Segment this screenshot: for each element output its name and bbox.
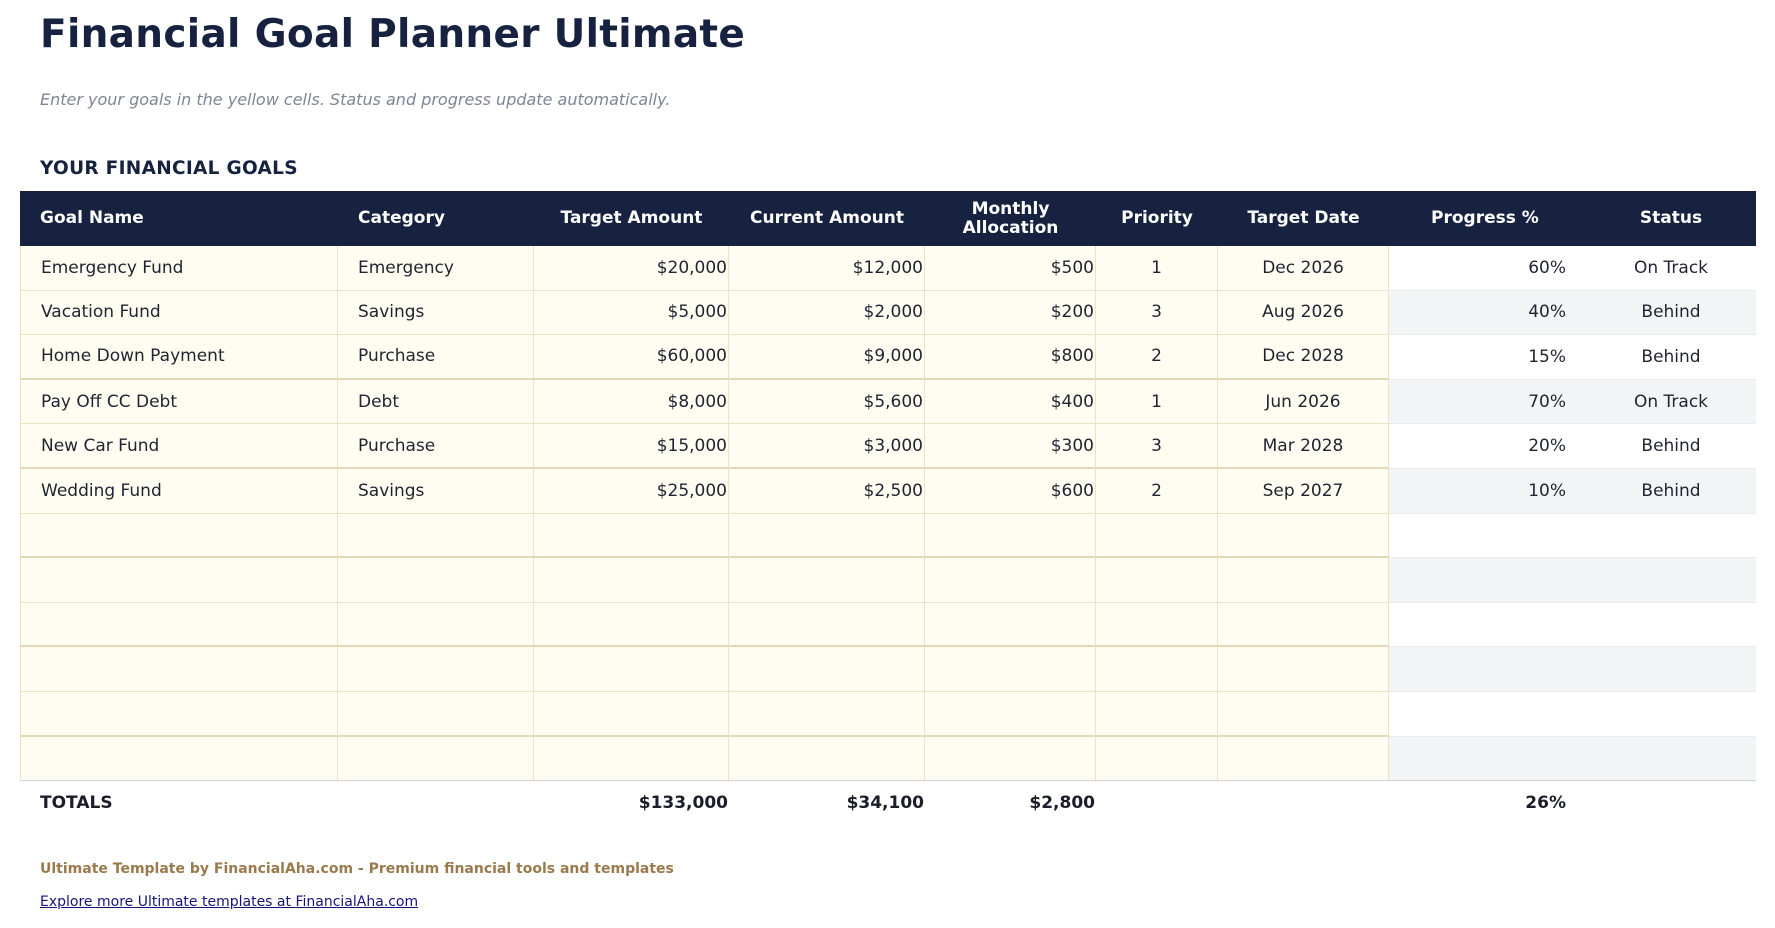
cell-priority[interactable]: 2 xyxy=(1096,469,1218,514)
cell-goal-name[interactable]: Emergency Fund xyxy=(20,246,338,291)
cell-current-amount[interactable] xyxy=(729,558,925,603)
cell-category[interactable] xyxy=(338,514,534,559)
cell-status: Behind xyxy=(1586,335,1756,380)
totals-target-amount: $133,000 xyxy=(638,793,728,814)
cell-progress xyxy=(1389,737,1586,782)
col-header-goal-name[interactable]: Goal Name xyxy=(40,208,144,228)
totals-monthly-allocation: $2,800 xyxy=(1029,793,1095,814)
cell-target-amount[interactable]: $25,000 xyxy=(534,469,729,514)
cell-status xyxy=(1586,603,1756,648)
cell-priority[interactable] xyxy=(1096,558,1218,603)
col-header-target-date[interactable]: Target Date xyxy=(1247,208,1360,228)
cell-current-amount[interactable]: $2,000 xyxy=(729,291,925,336)
cell-status: Behind xyxy=(1586,291,1756,336)
totals-priority-empty xyxy=(1096,781,1218,825)
cell-goal-name[interactable]: Vacation Fund xyxy=(20,291,338,336)
col-header-priority[interactable]: Priority xyxy=(1121,208,1193,228)
cell-goal-name[interactable]: New Car Fund xyxy=(20,424,338,469)
cell-current-amount[interactable]: $9,000 xyxy=(729,335,925,380)
table-row xyxy=(20,335,1756,380)
totals-date-empty xyxy=(1218,781,1389,825)
cell-goal-name[interactable]: Wedding Fund xyxy=(20,469,338,514)
cell-target-amount[interactable]: $15,000 xyxy=(534,424,729,469)
cell-monthly-allocation[interactable]: $600 xyxy=(925,469,1096,514)
cell-current-amount[interactable] xyxy=(729,603,925,648)
col-header-status[interactable]: Status xyxy=(1639,208,1703,228)
section-title: YOUR FINANCIAL GOALS xyxy=(40,158,298,179)
table-body xyxy=(20,246,1756,781)
col-header-current-amount[interactable]: Current Amount xyxy=(750,208,904,228)
cell-target-amount[interactable] xyxy=(534,737,729,782)
cell-target-date[interactable] xyxy=(1218,692,1389,737)
cell-target-date[interactable] xyxy=(1218,737,1389,782)
cell-current-amount[interactable] xyxy=(729,514,925,559)
cell-status: On Track xyxy=(1586,380,1756,425)
table-row xyxy=(20,647,1756,692)
totals-current-amount: $34,100 xyxy=(846,793,924,814)
cell-category[interactable]: Emergency xyxy=(338,246,534,291)
cell-target-date[interactable]: Sep 2027 xyxy=(1218,469,1389,514)
table-row xyxy=(20,291,1756,336)
cell-progress: 70% xyxy=(1389,380,1586,425)
cell-current-amount[interactable]: $2,500 xyxy=(729,469,925,514)
cell-category[interactable]: Purchase xyxy=(338,424,534,469)
cell-status: On Track xyxy=(1586,246,1756,291)
cell-target-date[interactable]: Mar 2028 xyxy=(1218,424,1389,469)
cell-goal-name[interactable]: Home Down Payment xyxy=(20,335,338,380)
cell-goal-name[interactable] xyxy=(20,737,338,782)
cell-priority[interactable]: 3 xyxy=(1096,291,1218,336)
table-header-row xyxy=(20,191,1756,246)
cell-monthly-allocation[interactable]: $400 xyxy=(925,380,1096,425)
cell-category[interactable] xyxy=(338,603,534,648)
cell-target-date[interactable]: Aug 2026 xyxy=(1218,291,1389,336)
table-row xyxy=(20,424,1756,469)
table-row xyxy=(20,558,1756,603)
totals-status-empty xyxy=(1586,781,1756,825)
table-row xyxy=(20,246,1756,291)
cell-priority[interactable]: 2 xyxy=(1096,335,1218,380)
cell-goal-name[interactable]: Pay Off CC Debt xyxy=(20,380,338,425)
col-header-target-amount[interactable]: Target Amount xyxy=(560,208,703,228)
cell-priority[interactable]: 1 xyxy=(1096,246,1218,291)
cell-priority[interactable] xyxy=(1096,514,1218,559)
cell-monthly-allocation[interactable]: $800 xyxy=(925,335,1096,380)
cell-target-amount[interactable]: $8,000 xyxy=(534,380,729,425)
cell-target-amount[interactable] xyxy=(534,647,729,692)
col-header-monthly-line2: Allocation xyxy=(962,217,1059,238)
cell-category[interactable]: Savings xyxy=(338,469,534,514)
cell-target-date[interactable] xyxy=(1218,647,1389,692)
cell-current-amount[interactable]: $12,000 xyxy=(729,246,925,291)
cell-target-amount[interactable]: $5,000 xyxy=(534,291,729,336)
table-row xyxy=(20,514,1756,559)
cell-target-date[interactable] xyxy=(1218,603,1389,648)
cell-monthly-allocation[interactable] xyxy=(925,647,1096,692)
cell-progress: 20% xyxy=(1389,424,1586,469)
cell-target-amount[interactable] xyxy=(534,603,729,648)
template-credit: Ultimate Template by FinancialAha.com - Premium financial tools and templates xyxy=(40,861,674,877)
cell-current-amount[interactable]: $5,600 xyxy=(729,380,925,425)
cell-target-amount[interactable]: $60,000 xyxy=(534,335,729,380)
table-row xyxy=(20,692,1756,737)
cell-target-date[interactable]: Jun 2026 xyxy=(1218,380,1389,425)
col-header-monthly-allocation[interactable] xyxy=(925,191,1096,246)
cell-goal-name[interactable] xyxy=(20,514,338,559)
cell-category[interactable] xyxy=(338,558,534,603)
cell-priority[interactable] xyxy=(1096,603,1218,648)
totals-progress: 26% xyxy=(1525,793,1566,814)
cell-current-amount[interactable]: $3,000 xyxy=(729,424,925,469)
cell-goal-name[interactable] xyxy=(20,558,338,603)
cell-status xyxy=(1586,514,1756,559)
goals-table xyxy=(20,191,1756,825)
cell-target-date[interactable]: Dec 2026 xyxy=(1218,246,1389,291)
cell-target-date[interactable] xyxy=(1218,558,1389,603)
cell-target-amount[interactable]: $20,000 xyxy=(534,246,729,291)
cell-target-amount[interactable] xyxy=(534,692,729,737)
financialaha-link[interactable]: Explore more Ultimate templates at FinancialAha.com xyxy=(40,894,419,910)
cell-status xyxy=(1586,692,1756,737)
cell-goal-name[interactable] xyxy=(20,692,338,737)
cell-progress xyxy=(1389,692,1586,737)
cell-status: Behind xyxy=(1586,424,1756,469)
page-title: Financial Goal Planner Ultimate xyxy=(40,12,746,57)
col-header-category[interactable]: Category xyxy=(358,208,445,228)
cell-status xyxy=(1586,558,1756,603)
cell-priority[interactable]: 3 xyxy=(1096,424,1218,469)
cell-monthly-allocation[interactable]: $500 xyxy=(925,246,1096,291)
cell-status xyxy=(1586,737,1756,782)
cell-status xyxy=(1586,647,1756,692)
cell-monthly-allocation[interactable] xyxy=(925,514,1096,559)
cell-monthly-allocation[interactable]: $200 xyxy=(925,291,1096,336)
cell-category[interactable] xyxy=(338,647,534,692)
cell-category[interactable]: Savings xyxy=(338,291,534,336)
cell-priority[interactable]: 1 xyxy=(1096,380,1218,425)
cell-priority[interactable] xyxy=(1096,647,1218,692)
cell-current-amount[interactable] xyxy=(729,692,925,737)
table-row xyxy=(20,603,1756,648)
cell-category[interactable]: Purchase xyxy=(338,335,534,380)
cell-progress xyxy=(1389,558,1586,603)
cell-monthly-allocation[interactable] xyxy=(925,603,1096,648)
cell-category[interactable]: Debt xyxy=(338,380,534,425)
cell-progress: 15% xyxy=(1389,335,1586,380)
col-header-monthly-line1: Monthly xyxy=(971,198,1050,219)
cell-priority[interactable] xyxy=(1096,692,1218,737)
cell-target-amount[interactable] xyxy=(534,558,729,603)
cell-progress xyxy=(1389,603,1586,648)
cell-progress xyxy=(1389,647,1586,692)
cell-category[interactable] xyxy=(338,692,534,737)
table-row xyxy=(20,469,1756,514)
cell-current-amount[interactable] xyxy=(729,737,925,782)
cell-category[interactable] xyxy=(338,737,534,782)
totals-row xyxy=(20,781,1756,825)
totals-category-empty xyxy=(338,781,534,825)
cell-target-date[interactable] xyxy=(1218,514,1389,559)
table-row xyxy=(20,380,1756,425)
cell-status: Behind xyxy=(1586,469,1756,514)
cell-priority[interactable] xyxy=(1096,737,1218,782)
cell-progress: 10% xyxy=(1389,469,1586,514)
cell-monthly-allocation[interactable] xyxy=(925,737,1096,782)
col-header-progress[interactable]: Progress % xyxy=(1431,208,1539,228)
cell-monthly-allocation[interactable] xyxy=(925,558,1096,603)
table-row xyxy=(20,737,1756,782)
cell-goal-name[interactable] xyxy=(20,603,338,648)
cell-goal-name[interactable] xyxy=(20,647,338,692)
totals-label: TOTALS xyxy=(40,793,113,814)
cell-progress: 40% xyxy=(1389,291,1586,336)
cell-monthly-allocation[interactable]: $300 xyxy=(925,424,1096,469)
cell-progress xyxy=(1389,514,1586,559)
cell-target-amount[interactable] xyxy=(534,514,729,559)
instructions-text: Enter your goals in the yellow cells. Status and progress update automatically. xyxy=(40,90,671,109)
cell-progress: 60% xyxy=(1389,246,1586,291)
cell-target-date[interactable]: Dec 2028 xyxy=(1218,335,1389,380)
cell-monthly-allocation[interactable] xyxy=(925,692,1096,737)
cell-current-amount[interactable] xyxy=(729,647,925,692)
